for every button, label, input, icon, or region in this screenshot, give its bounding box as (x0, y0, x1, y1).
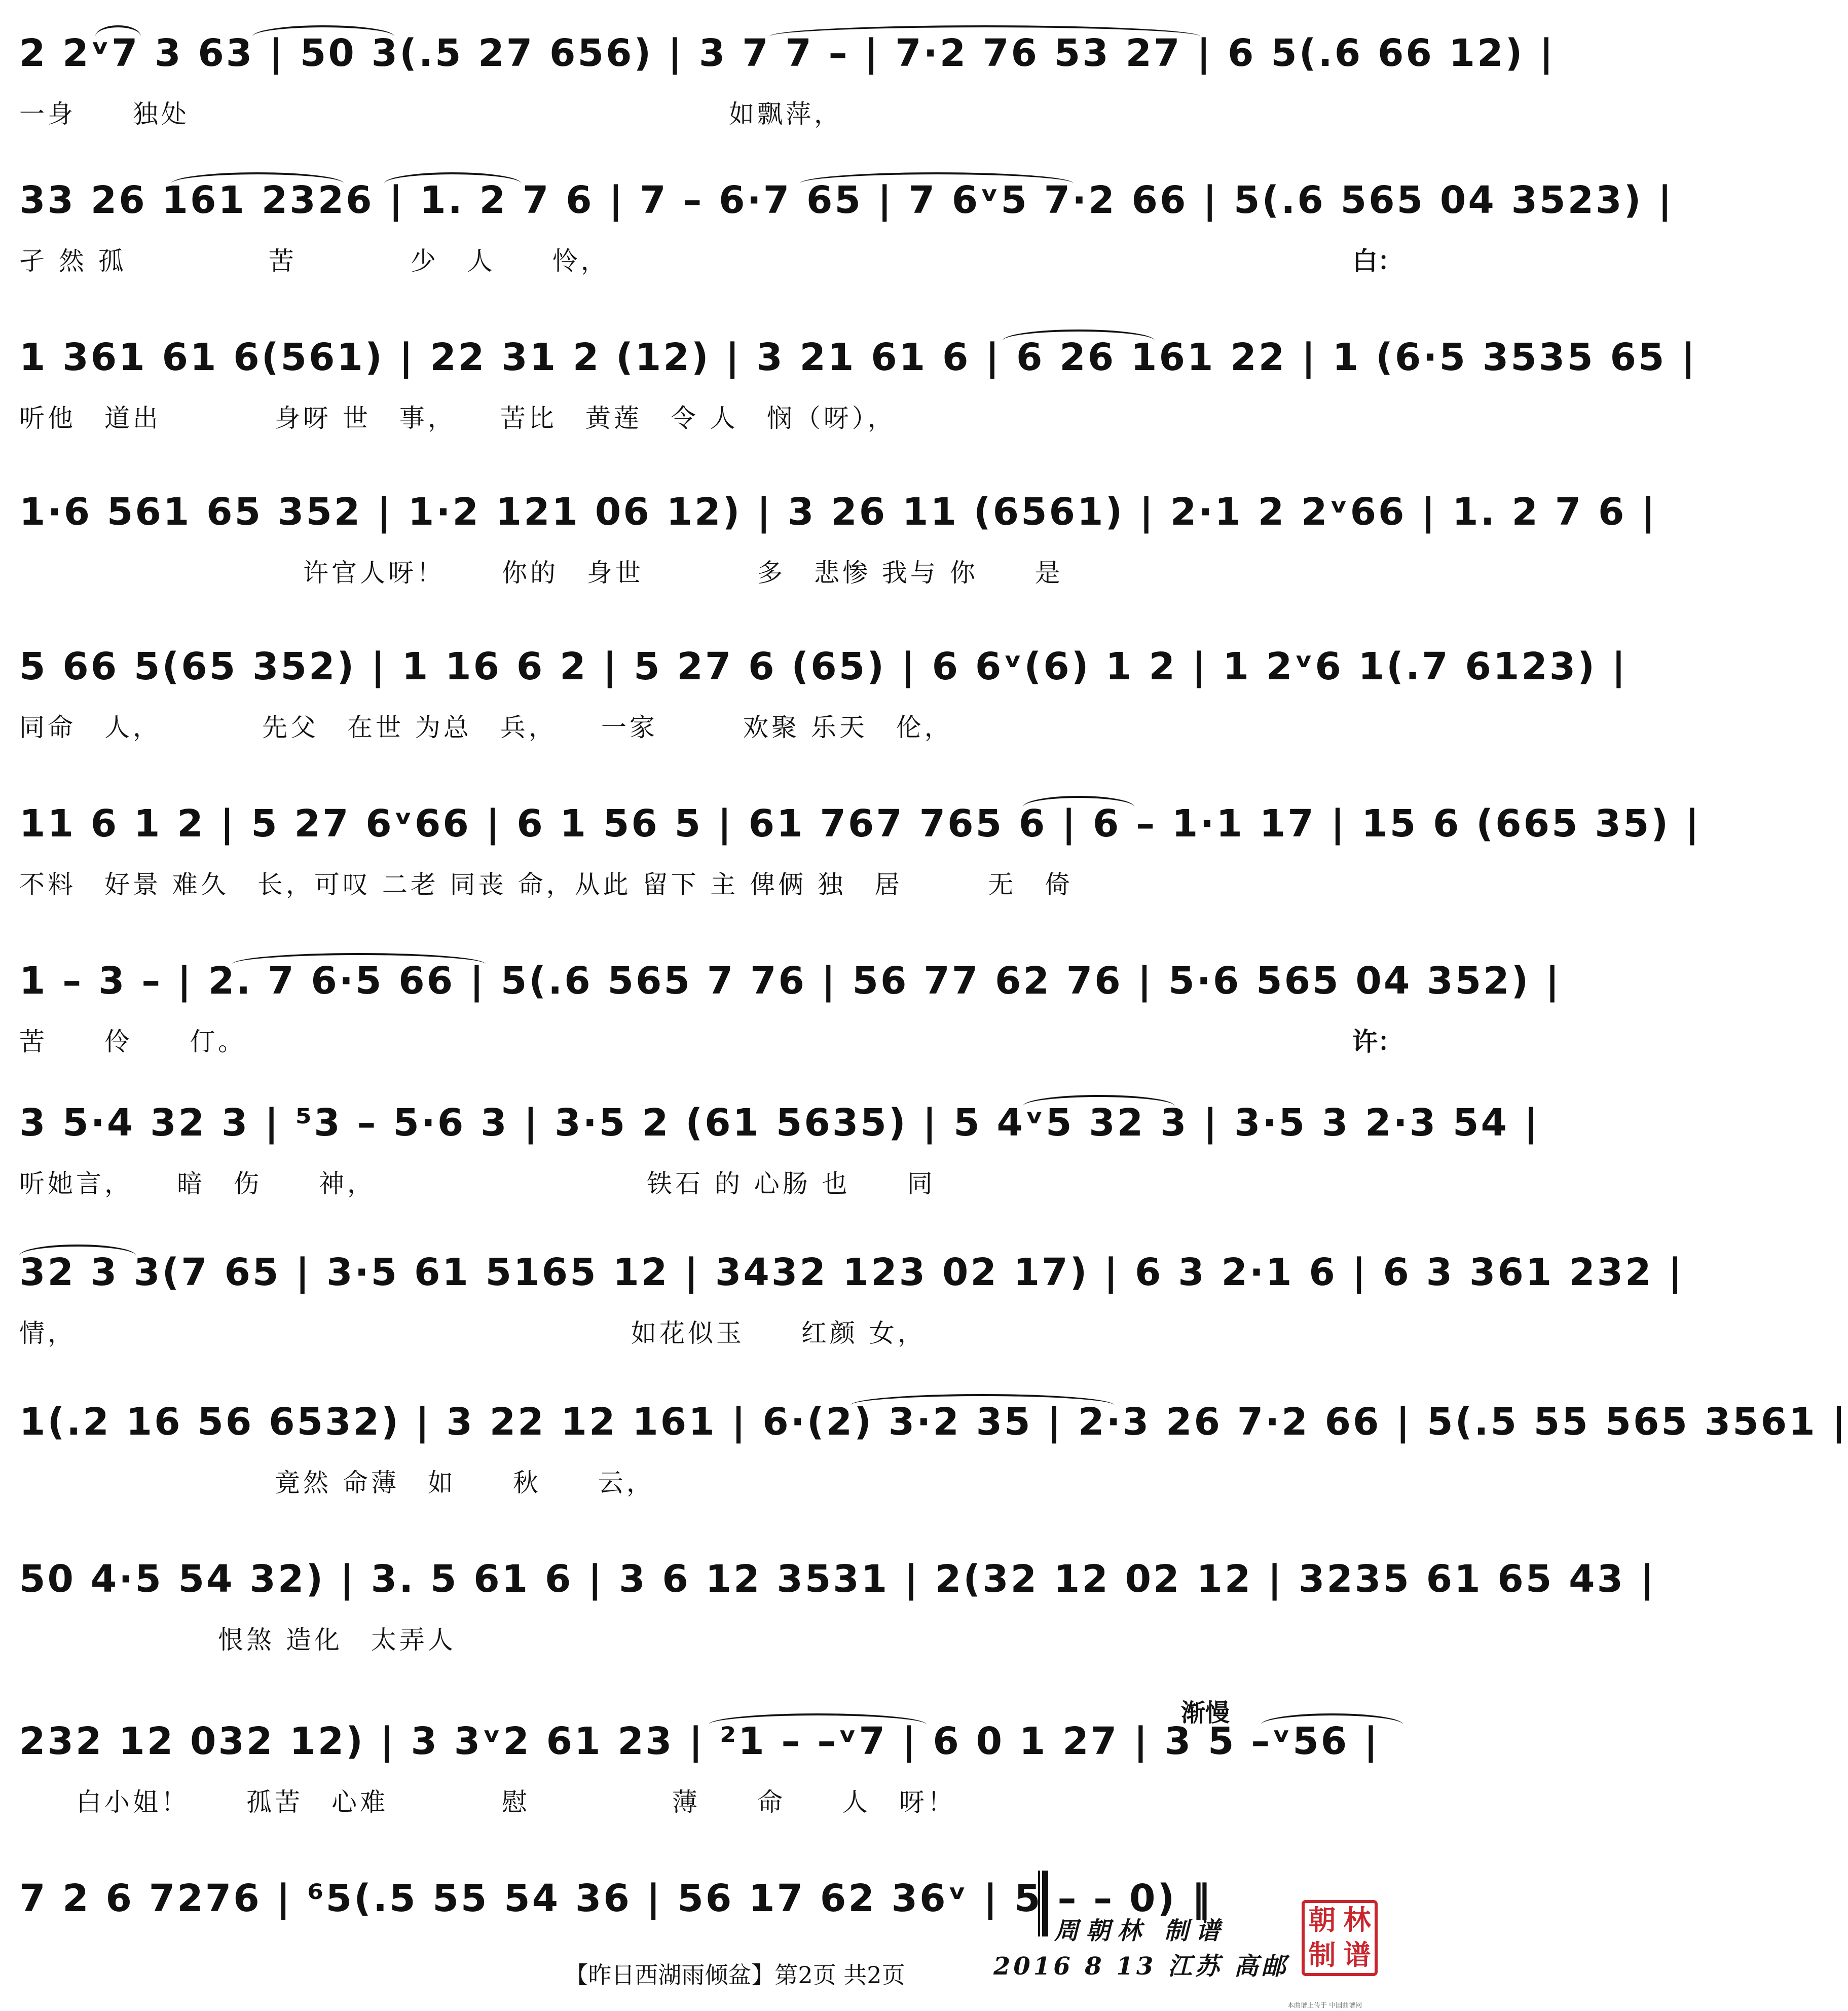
seal-stamp (1302, 1900, 1378, 1976)
lyric-row: 白小姐！ 孤苦 心难 慰 薄 命 人 呀！ (19, 1787, 956, 1817)
lyric-row: 一身 独处 如飘萍， (19, 99, 842, 129)
lyric-row: 苦 伶 仃。 (19, 1027, 246, 1056)
notation-row: 50 4·5 54 32) | 3. 5 61 6 | 3 6 12 3531 | 2(32 12 02 12 | 3235 61 65 43 | (19, 1557, 1656, 1601)
arranger-credit: 周朝林 制谱 (1054, 1917, 1227, 1945)
seal-char: 林 (1343, 1904, 1371, 1936)
speaker-label: 白： (1352, 246, 1403, 276)
notation-row: 5 66 5(65 352) | 1 16 6 2 | 5 27 6 (65) | 6 6ᵛ(6) 1 2 | 1 2ᵛ6 1(.7 6123) | (19, 645, 1628, 688)
speaker-label: 许： (1352, 1027, 1403, 1056)
lyric-row: 同命 人， 先父 在世 为总 兵， 一家 欢聚 乐天 伦， (19, 713, 953, 742)
tempo-marking: 渐慢 (1181, 1699, 1230, 1727)
date-place: 2016 8 13 江苏 高邮 (993, 1952, 1289, 1981)
notation-row: 11 6 1 2 | 5 27 6ᵛ66 | 6 1 56 5 | 61 767 765 6 | 6 – 1·1 17 | 15 6 (665 35) | (19, 802, 1701, 846)
lyric-row: 听他 道出 身呀 世 事， 苦比 黄莲 令 人 悯（呀）， (19, 404, 896, 433)
notation-row: 3 5·4 32 3 | ⁵3 – 5·6 3 | 3·5 2 (61 5635) | 5 4ᵛ5 32 3 | 3·5 3 2·3 54 | (19, 1101, 1540, 1145)
notation-row: 2 2ᵛ7 3 63 | 50 3(.5 27 656) | 3 7 7 – | 7·2 76 53 27 | 6 5(.6 66 12) | (19, 31, 1556, 75)
notation-row: 232 12 032 12) | 3 3ᵛ2 61 23 | ²1 – –ᵛ7 | 6 0 1 27 | 3 5 –ᵛ56 | (19, 1720, 1380, 1763)
notation-row: 1·6 561 65 352 | 1·2 121 06 12) | 3 26 11 (6561) | 2·1 2 2ᵛ66 | 1. 2 7 6 | (19, 490, 1657, 534)
site-watermark: 本曲谱上传于 中国曲谱网 (1287, 2002, 1362, 2009)
notation-row: 32 3 3(7 65 | 3·5 61 5165 12 | 3432 123 02 17) | 6 3 2·1 6 | 6 3 361 232 | (19, 1251, 1684, 1294)
notation-row: 7 2 6 7276 | ⁶5(.5 55 54 36 | 56 17 62 36ᵛ | 5 – – 0) ‖ (19, 1877, 1213, 1920)
seal-char: 制 (1308, 1939, 1336, 1971)
notation-row: 1 – 3 – | 2. 7 6·5 66 | 5(.6 565 7 76 | 56 77 62 76 | 5·6 565 04 352) | (19, 959, 1562, 1003)
lyric-row: 情， 如花似玉 红颜 女， (19, 1319, 926, 1348)
seal-char: 朝 (1308, 1904, 1336, 1936)
lyric-row: 许官人呀！ 你的 身世 多 悲惨 我与 你 是 (19, 558, 1063, 588)
lyric-row: 竟然 命薄 如 秋 云， (19, 1468, 655, 1497)
seal-char: 谱 (1343, 1939, 1371, 1971)
notation-row: 1 361 61 6(561) | 22 31 2 (12) | 3 21 61 6 | 6 26 161 22 | 1 (6·5 3535 65 | (19, 336, 1697, 379)
lyric-row: 恨煞 造化 太弄人 (19, 1625, 456, 1655)
lyric-row: 听她言， 暗 伤 神， 铁石 的 心肠 也 同 (19, 1169, 936, 1198)
notation-row: 33 26 161 2326 | 1. 2 7 6 | 7 – 6·7 65 | 7 6ᵛ5 7·2 66 | 5(.6 565 04 3523) | (19, 178, 1674, 222)
lyric-row: 不料 好景 难久 长，可叹 二老 同丧 命，从此 留下 主 俾俩 独 居 无 倚 (19, 870, 1074, 899)
notation-row: 1(.2 16 56 6532) | 3 22 12 161 | 6·(2) 3·2 35 | 2·3 26 7·2 66 | 5(.5 55 565 3561 | (19, 1400, 1848, 1444)
page-footer-title: 【昨日西湖雨倾盆】第2页 共2页 (565, 1961, 905, 1989)
final-barline (1038, 1871, 1048, 1936)
lyric-row: 孑 然 孤 苦 少 人 怜， (19, 246, 609, 276)
